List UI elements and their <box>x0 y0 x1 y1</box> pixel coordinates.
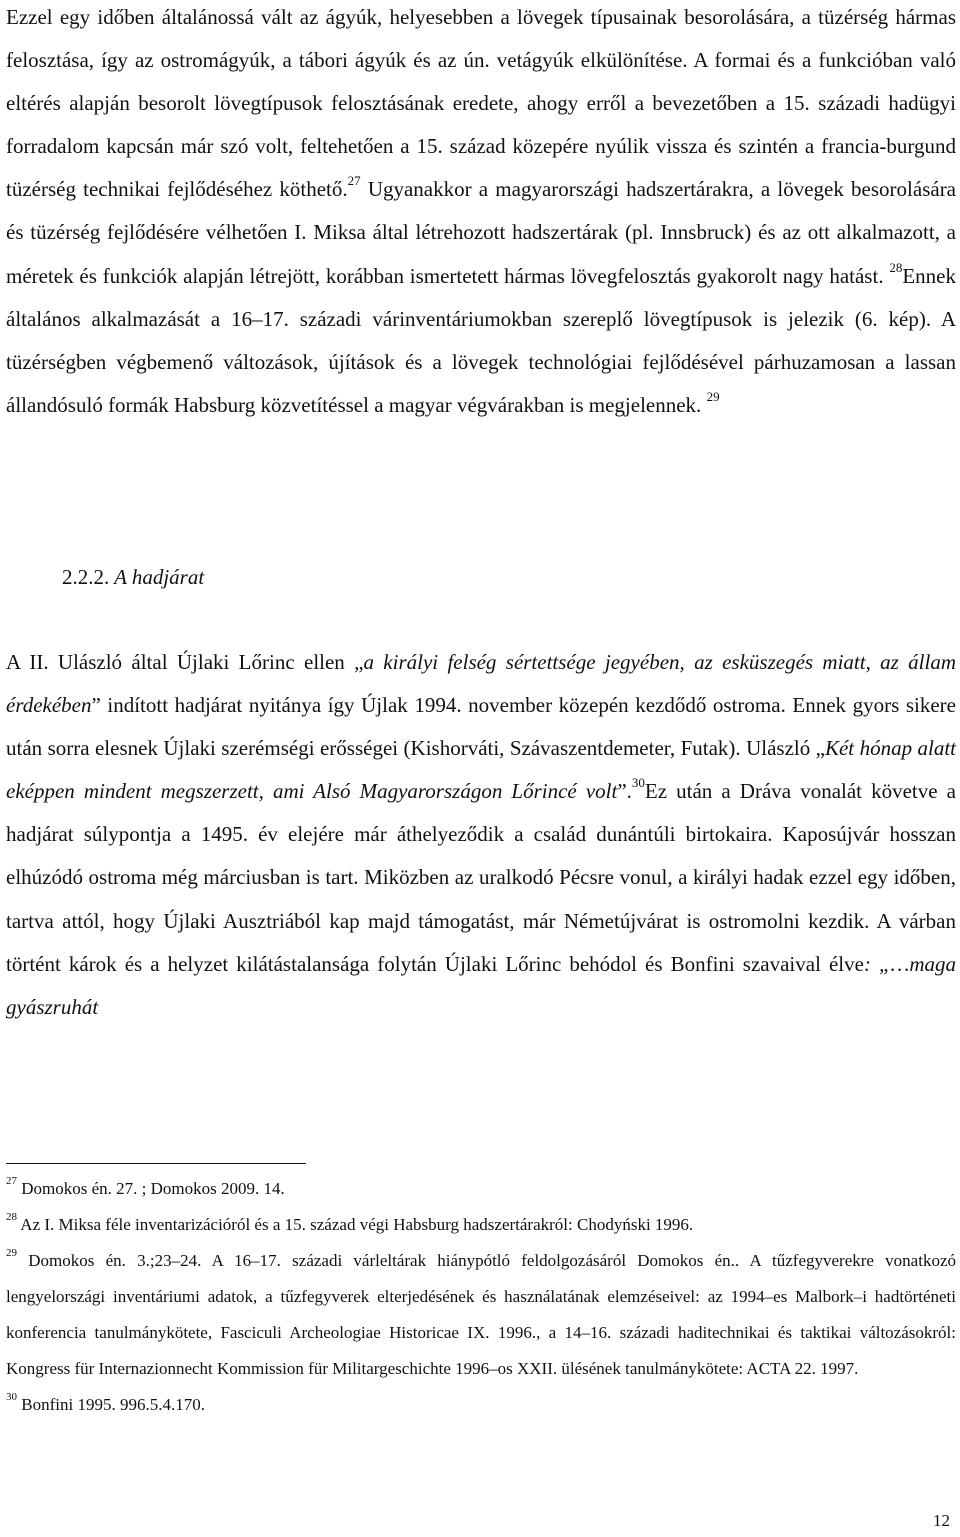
footnote-ref-29[interactable]: 29 <box>706 388 720 404</box>
para2-quote-2: Két hónap alatt eképpen mindent megszerzett, ami Alsó Magyarországon Lőrincé volt <box>6 736 956 804</box>
para2-text-3: ”. <box>617 779 632 804</box>
footnote-ref-30[interactable]: 30 <box>631 775 645 791</box>
document-page <box>6 0 956 1537</box>
footnote-number: 27 <box>6 1175 17 1188</box>
para1-text-2: Ugyanakkor a magyarországi hadszertárakra, a lövegek besorolására és tüzérség fejlődésére vélhetően I. Miksa által létrehozott hadszertárak (pl. Innsbruck) és az ott alkalmazott, a méretek és funkciók alapján létrejött, korábban ismertetett hármas lövegfelosztás gyakorolt nagy hatást. <box>6 177 957 288</box>
footnote-text: Bonfini 1995. 996.5.4.170. <box>17 1395 205 1414</box>
footnote-number: 30 <box>6 1391 17 1404</box>
footnote-27 <box>6 1171 956 1207</box>
footnote-text: Az I. Miksa féle inventarizációról és a 15. század végi Habsburg hadszertárakról: Chodyński 1996. <box>17 1215 694 1234</box>
para1-text-3: Ennek általános alkalmazását a 16–17. századi várinventáriumokban szereplő lövegtípusok is jelezik (6. kép). A tüzérségben végbemenő változások, újítások és a lövegek technológiai fejlődésével párhuzamosan a lassan állandósuló formák Habsburg közvetítéssel a magyar végvárakban is megjelennek. <box>6 263 956 417</box>
footnote-ref-27[interactable]: 27 <box>347 173 361 189</box>
footnote-30 <box>6 1387 956 1423</box>
para2-text-1: A II. Ulászló által Újlaki Lőrinc ellen „ <box>6 650 364 674</box>
para2-text-4: Ez után a Dráva vonalát követve a hadjárat súlypontja a 1495. év elejére már áthelyeződik a család dunántúli birtokaira. Kaposújvár hosszan elhúzódó ostroma még márciusban is tart. Miközben az uralkodó Pécsre vonul, a királyi hadak ezzel egy időben, tartva attól, hogy Újlaki Ausztriából kap majd támogatást, már Németújvárat is ostromolni kezdik. A várban történt károk és a helyzet kilátástalansága folytán Újlaki Lőrinc behódol és Bonfini szavaival élve <box>6 779 956 976</box>
footnote-ref-28[interactable]: 28 <box>889 259 903 275</box>
footnote-number: 29 <box>6 1247 17 1260</box>
para1-text-1: Ezzel egy időben általánossá vált az ágyúk, helyesebben a lövegek típusainak besorolására, a tüzérség hármas felosztása, így az ostromágyúk, a tábori ágyúk és az ún. vetágyúk elkülönítése. A formai és a funkcióban való eltérés alapján besorolt lövegtípusok felosztásának eredete, ahogy erről a bevezetőben a 15. századi hadügyi forradalom kapcsán már szó volt, feltehetően a 15. század közepére nyúlik vissza és szintén a francia-burgund tüzérség technikai fejlődéséhez köthető. <box>6 5 956 202</box>
footnote-separator <box>6 1163 306 1164</box>
page-number: 12 <box>933 1511 950 1530</box>
section-number: 2.2.2. <box>62 565 110 589</box>
footnote-number: 28 <box>6 1211 17 1224</box>
para2-quote-3: : „…maga gyászruhát <box>6 951 956 1019</box>
footnote-28 <box>6 1207 956 1243</box>
para2-text-2: ” indított hadjárat nyitánya így Újlak 1994. november közepén kezdődő ostroma. Ennek gyors sikere után sorra elesnek Újlaki szerémségi erősségei (Kishorváti, Szávaszentdemeter, Futak). Ulászló „ <box>6 693 956 761</box>
footnote-text: Domokos én. 27. ; Domokos 2009. 14. <box>17 1179 285 1198</box>
footnote-text: Domokos én. 3.;23–24. A 16–17. századi várleltárak hiánypótló feldolgozásáról Domokos én.. A tűzfegyverekre vonatkozó lengyelországi inventáriumi adatok, a tűzfegyverek elterjedésének és használatának elemzéseivel: az 1994–es Malbork–i hadtörténeti konferencia tanulmánykötete, Fasciculi Archeologiae Historicae IX. 1996., a 14–16. századi haditechnikai és taktikai változásokról: Kongress für Internazionnecht Kommission für Militargeschichte 1996–os XXII. ülésének tanulmánykötete: ACTA 22. 1997. <box>6 1251 956 1378</box>
para2-quote-1: a királyi felség sértettsége jegyében, az esküszegés miatt, az állam érdekében <box>6 650 956 718</box>
footnotes <box>6 1171 956 1423</box>
body-paragraph-1 <box>6 0 956 427</box>
footnote-29 <box>6 1243 956 1387</box>
body-paragraph-2 <box>6 641 956 1029</box>
section-title: A hadjárat <box>114 565 205 589</box>
section-heading <box>62 556 204 599</box>
